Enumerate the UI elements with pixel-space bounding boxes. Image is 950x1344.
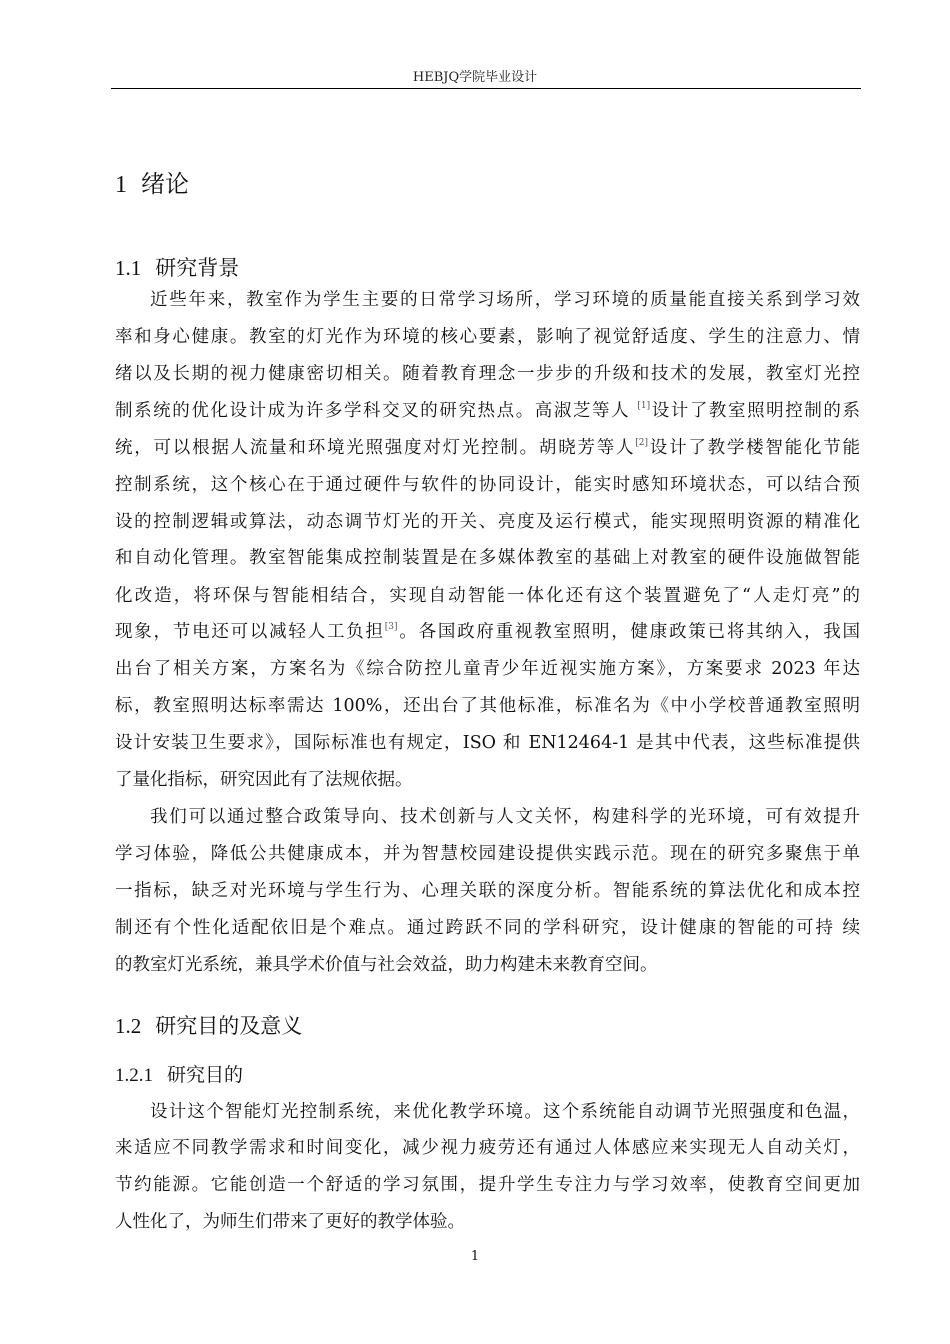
text-line [115,546,860,570]
section-number: 1.2 [115,1014,142,1038]
section-number: 1.1 [115,256,142,280]
text-line [115,657,860,681]
text-segment: 设计了教室照明控制的系 [650,401,861,421]
text-line [150,288,860,312]
subsection-heading-1-2-1 [115,1060,243,1087]
page-header: HEBJQ学院毕业设计 [412,70,538,85]
text-line [115,694,860,718]
text-segment: 的教室灯光系统，兼具学术价值与社会效益，助力构建未来教育空间。 [115,955,658,975]
text-line [115,510,860,534]
text-segment: 来适应不同教学需求和时间变化，减少视力疲劳还有通过人体感应来实现无人自动关灯， [115,1138,860,1158]
section-title: 研究目的及意义 [155,1014,303,1038]
text-segment: 设的控制逻辑或算法，动态调节灯光的开关、亮度及运行模式，能实现照明资源的精准化 [115,512,860,532]
page-number: 1 [470,1249,480,1264]
text-segment: 我们可以通过整合政策导向、技术创新与人文关怀，构建科学的光环境，可有效提升 [150,807,860,827]
text-line [115,953,860,977]
text-segment: 近些年来，教室作为学生主要的日常学习场所，学习环境的质量能直接关系到学习效 [150,290,860,310]
text-line [115,473,860,497]
text-line [115,768,860,792]
text-line [115,731,860,755]
text-segment: 制系统的优化设计成为许多学科交叉的研究热点。高淑芝等人 [115,401,638,421]
text-line [150,1100,860,1124]
text-segment: 绪以及长期的视力健康密切相关。随着教育理念一步步的升级和技术的发展，教室灯光控 [115,364,860,384]
text-segment: 率和身心健康。教室的灯光作为环境的核心要素，影响了视觉舒适度、学生的注意力、情 [115,327,860,347]
text-segment: 了量化指标，研究因此有了法规依据。 [115,770,413,790]
header-rule [111,88,861,89]
citation-ref[interactable]: [3] [384,622,398,632]
text-segment: 设计安装卫生要求》，国际标准也有规定，ISO 和 EN12464-1 是其中代表，这些标准提供 [115,733,860,753]
text-line [115,399,860,423]
text-line [115,325,860,349]
text-line [115,620,860,644]
text-segment: 出台了相关方案，方案名为《综合防控儿童青少年近视实施方案》，方案要求 2023 年达 [115,659,860,679]
text-line [115,1173,860,1197]
text-line [115,879,860,903]
chapter-title: 绪论 [141,170,189,198]
text-segment: 设计这个智能灯光控制系统，来优化教学环境。这个系统能自动调节光照强度和色温， [150,1102,860,1122]
text-line [115,584,860,608]
text-segment: 标，教室照明达标率需达 100%，还出台了其他标准，标准名为《中小学校普通教室照明 [115,696,860,716]
citation-ref[interactable]: [2] [635,438,649,448]
text-segment: 制还有个性化适配依旧是个难点。通过跨跃不同的学科研究，设计健康的智能的可持 续 [115,918,860,938]
text-line [115,1136,860,1160]
text-line [150,805,860,829]
section-heading-1-1 [115,252,239,282]
text-segment: 学习体验，降低公共健康成本，并为智慧校园建设提供实践示范。现在的研究多聚焦于单 [115,844,860,864]
citation-ref[interactable]: [1] [637,401,651,411]
text-segment: 和自动化管理。教室智能集成控制装置是在多媒体教室的基础上对教室的硬件设施做智能 [115,548,860,568]
chapter-heading [115,164,189,199]
text-segment: 人性化了，为师生们带来了更好的教学体验。 [115,1212,465,1232]
text-line [115,436,860,460]
subsection-number: 1.2.1 [115,1065,153,1086]
text-line [115,842,860,866]
text-segment: 设计了教学楼智能化节能 [648,438,860,458]
text-line [115,916,860,940]
text-segment: 化改造，将环保与智能相结合，实现自动智能一体化还有这个装置避免了“人走灯亮”的 [115,586,860,606]
subsection-title: 研究目的 [167,1064,244,1086]
text-line [115,1210,860,1234]
text-segment: 节约能源。它能创造一个舒适的学习氛围，提升学生专注力与学习效率，使教育空间更加 [115,1175,860,1195]
text-segment: 一指标，缺乏对光环境与学生行为、心理关联的深度分析。智能系统的算法优化和成本控 [115,881,860,901]
text-segment: 现象，节电还可以减轻人工负担 [115,622,385,642]
text-segment: 统，可以根据人流量和环境光照强度对灯光控制。胡晓芳等人 [115,438,636,458]
section-heading-1-2 [115,1010,302,1040]
chapter-number: 1 [115,172,127,198]
text-segment: 。各国政府重视教室照明，健康政策已将其纳入，我国 [397,622,861,642]
text-segment: 控制系统，这个核心在于通过硬件与软件的协同设计，能实时感知环境状态，可以结合预 [115,475,860,495]
text-line [115,362,860,386]
section-title: 研究背景 [155,256,240,280]
